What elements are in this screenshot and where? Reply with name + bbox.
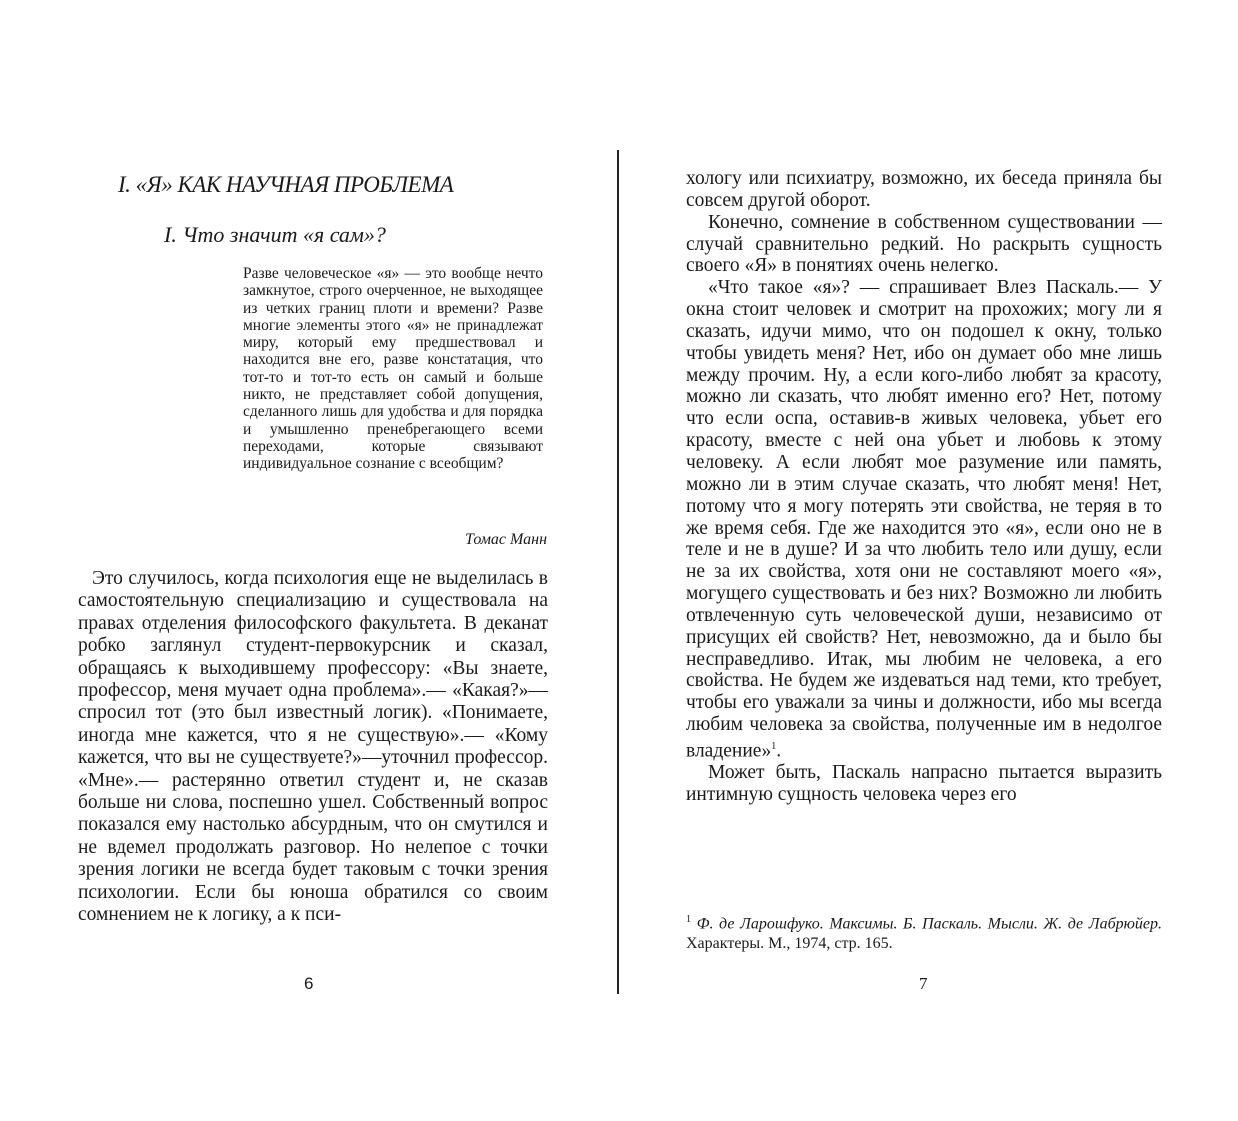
footnote-reference: 1	[771, 740, 777, 752]
right-paragraph-4: Может быть, Паскаль напрасно пытается выразить интимную сущность человека через его	[686, 762, 1162, 806]
footnote-rest: Характеры. М., 1974, стр. 165.	[686, 935, 893, 953]
section-title: I. Что значит «я сам»?	[164, 222, 386, 247]
page-number-right: 7	[919, 974, 928, 993]
footnote	[686, 910, 1162, 954]
right-paragraph-2: Конечно, сомнение в собственном существовании — случай сравнительно редкий. Но раскрыть сущность своего «Я» в понятиях очень нелегко.	[686, 211, 1162, 277]
epigraph-author: Томас Манн	[465, 531, 547, 548]
left-body-text	[78, 568, 548, 927]
footnote-sources: Ф. де Ларошфуко. Максимы. Б. Паскаль. Мысли. Ж. де Лабрюйер.	[696, 915, 1163, 933]
pascal-quote: «Что такое «я»? — спрашивает Влез Паскаль.— У окна стоит человек и смотрит на прохожих; могу ли я сказать, идучи мимо, что он подошел к окну, только чтобы увидеть меня? Нет, ибо он думает обо мне лишь между прочим. Ну, а если кого-либо любят за красоту, можно ли сказать, что любят именно его? Нет, потому что если оспа, оставив-в живых человека, убьет его красоту, вместе с ней она убьет и любовь к этому человеку. А если любят мое разумение или память, можно ли в этим случае сказать, что любят меня! Нет, потому что я могу потерять эти свойства, не теряя в то же время себя. Где же находится это «я», если оно не в теле и не в душе? И за что любить тело или душу, если не за их свойства, хотя они не составляют моего «я», могущего существовать и без них? Возможно ли любить отвлеченную суть человеческой души, независимо от присущих ей свойств? Нет, невозможно, да и было бы несправедливо. Итак, мы любим не человека, а его свойства. Не будем же издеваться над теми, кто требует, чтобы его уважали за чины и должности, ибо мы всегда любим человека за свойства, полученные им в недолгое владение»	[686, 277, 1162, 762]
chapter-title: I. «Я» КАК НАУЧНАЯ ПРОБЛЕМА	[118, 172, 454, 197]
right-paragraph-3: «Что такое «я»? — спрашивает Влез Паскаль.— У окна стоит человек и смотрит на прохожих; могу ли я сказать, идучи мимо, что он подошел к окну, только чтобы увидеть меня? Нет, ибо он думает обо мне лишь между прочим. Ну, а если кого-либо любят за красоту, можно ли сказать, что любят именно его? Нет, потому что если оспа, оставив-в живых человека, убьет его красоту, вместе с ней она убьет и любовь к этому человеку. А если любят мое разумение или память, можно ли в этим случае сказать, что любят меня! Нет, потому что я могу потерять эти свойства, не теряя в то же время себя. Где же находится это «я», если оно не в теле и не в душе? И за что любить тело или душу, если не за их свойства, хотя они не составляют моего «я», могущего существовать и без них? Возможно ли любить отвлеченную суть человеческой души, независимо от присущих ей свойств? Нет, невозможно, да и было бы несправедливо. Итак, мы любим не человека, а его свойства. Не будем же издеваться над теми, кто требует, чтобы его уважали за чины и должности, ибо мы всегда любим человека за свойства, полученные им в недолгое владение»$^1$.	[686, 277, 1162, 762]
left-paragraph: Это случилось, когда психология еще не выделилась в самостоятельную специализацию и существовала на правах отделения философского факультета. В деканат робко заглянул студент-первокурсник и сказал, обращаясь к выходившему профессору: «Вы знаете, профессор, меня мучает одна проблема».— «Какая?»— спросил тот (это был известный логик). «Понимаете, иногда мне кажется, что я не существую».— «Кому кажется, что вы не существуете?»—уточнил профессор. «Мне».— растерянно ответил студент и, не сказав больше ни слова, поспешно ушел. Собственный вопрос показался ему настолько абсурдным, что он смутился и не вдемел продолжать разговор. Но нелепое с точки зрения логики не всегда будет таковым с точки зрения психологии. Если бы юноша обратился со своим сомнением не к логику, а к пси-	[78, 568, 548, 926]
epigraph-text: Разве человеческое «я» — это вообще нечто замкнутое, строго очерченное, не выходящее из четких границ плоти и времени? Разве многие элементы этого «я» не принадлежат миру, который ему предшествовал и находится вне его, разве констатация, что тот-то и тот-то есть он самый и больше никто, не представляет собой допущения, сделанного лишь для удобства и для порядка и умышленно пренебрегающего всеми переходами, которые связывают индивидуальное сознание с всеобщим?	[243, 265, 543, 473]
footnote-marker: 1	[686, 914, 691, 925]
page-divider	[617, 150, 619, 994]
page-number-left: 6	[304, 974, 314, 993]
right-paragraph-1: хологу или психиатру, возможно, их беседа приняла бы совсем другой оборот.	[686, 168, 1162, 211]
right-body-text	[686, 168, 1162, 806]
